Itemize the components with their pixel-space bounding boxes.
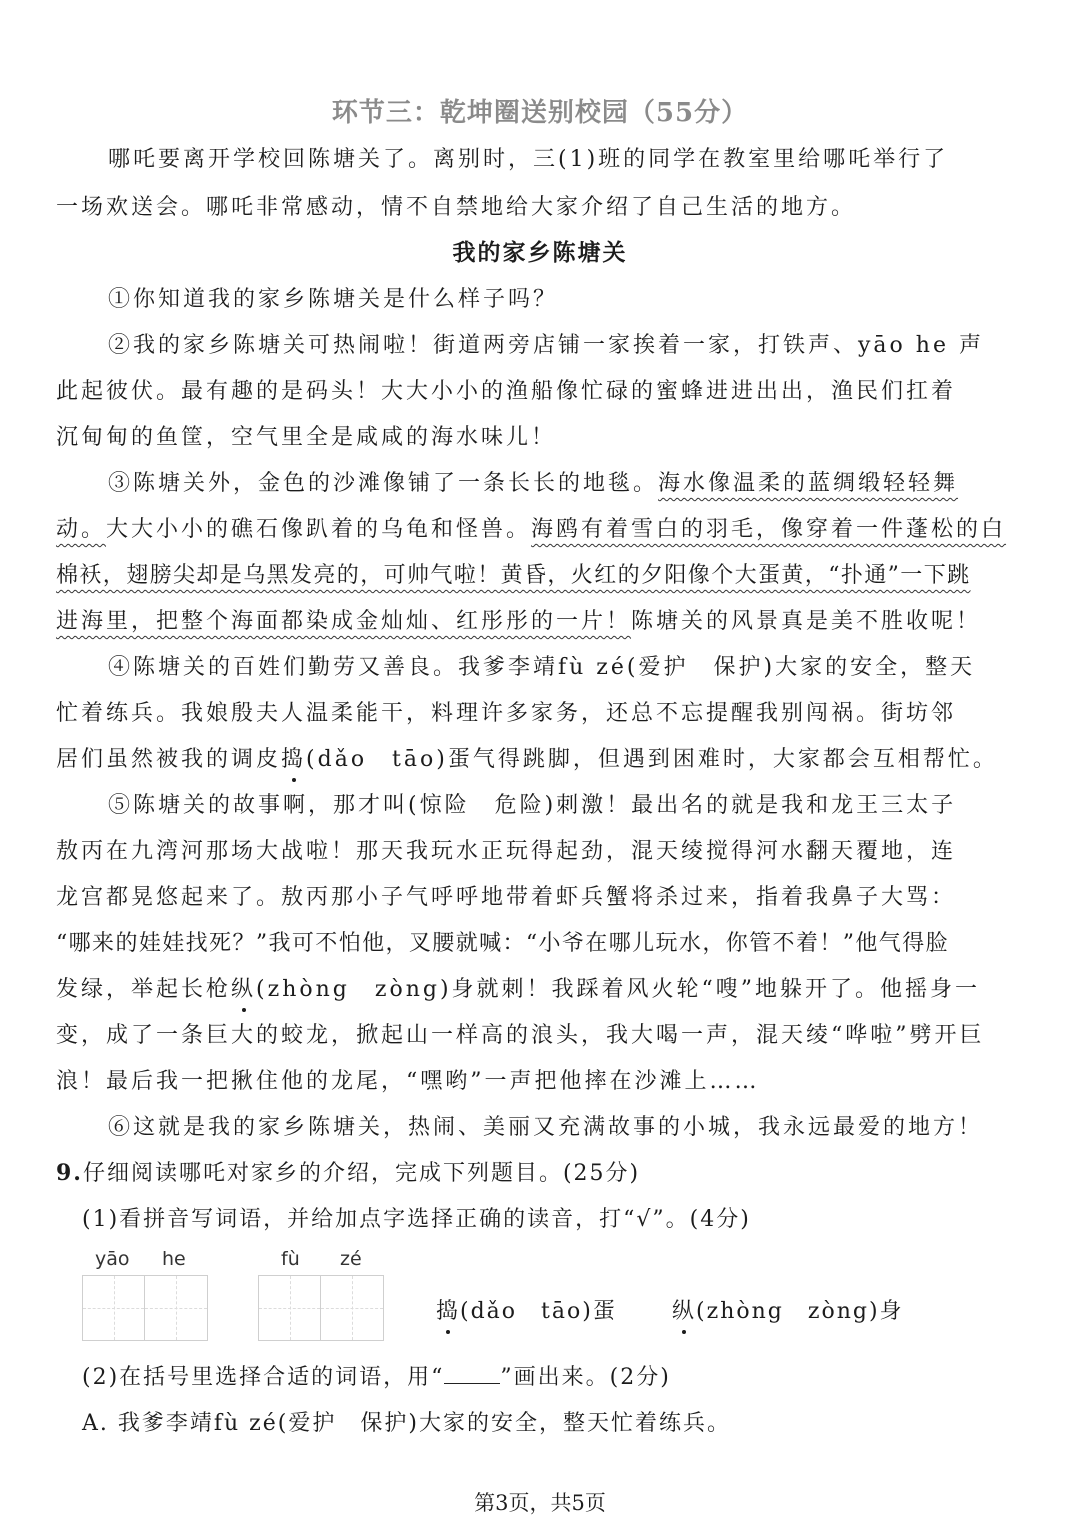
p3-wavy-underline: 进海里，把整个海面都染成金灿灿、红彤彤的一片！	[56, 609, 632, 634]
paragraph-3-line-4	[56, 604, 981, 635]
paragraph-2-line-1: ②我的家乡陈塘关可热闹啦！街道两旁店铺一家挨着一家，打铁声、yāo he 声	[108, 333, 984, 358]
writing-grid-1[interactable]	[82, 1275, 208, 1341]
pinyin-fu: fù	[281, 1248, 300, 1270]
question-number: 9.	[56, 1160, 83, 1186]
paragraph-5-line-6: 变，成了一条巨大的蛟龙，掀起山一样高的浪头，我大喝一声，混天绫“哗啦”劈开巨	[56, 1023, 985, 1048]
p4-text: 居们虽然被我的调皮	[56, 747, 282, 772]
p5-text: (zhòng zòng)身就刺！我踩着风火轮“嗖”地躲开了。他摇身一	[256, 977, 981, 1002]
pinyin-yao: yāo	[95, 1248, 130, 1270]
sub-question-1: (1)看拼音写词语，并给加点字选择正确的读音，打“√”。(4分)	[82, 1207, 751, 1232]
paragraph-5-line-5	[56, 972, 980, 1003]
dotted-char-zong: 纵	[231, 977, 257, 1002]
pinyin-ze: zé	[340, 1248, 362, 1270]
paragraph-5-line-7: 浪！最后我一把揪住他的龙尾，“嘿哟”一声把他摔在沙滩上……	[56, 1069, 760, 1094]
intro-line-1: 哪吒要离开学校回陈塘关了。离别时，三(1)班的同学在教室里给哪吒举行了	[108, 147, 949, 172]
option-text: (dǎo tāo)蛋	[460, 1299, 617, 1324]
p3-wavy-underline: 海水像温柔的蓝绸缎轻轻舞	[658, 471, 959, 496]
paragraph-1: ①你知道我的家乡陈塘关是什么样子吗？	[108, 287, 559, 312]
sub-question-text: (2)在括号里选择合适的词语，用“	[82, 1365, 445, 1390]
option-a[interactable]: A. 我爹李靖fù zé(爱护 保护)大家的安全，整天忙着练兵。	[82, 1411, 731, 1436]
sub-question-2	[82, 1360, 671, 1391]
pronunciation-option-2[interactable]	[672, 1294, 904, 1325]
paragraph-6: ⑥这就是我的家乡陈塘关，热闹、美丽又充满故事的小城，我永远最爱的地方！	[108, 1115, 984, 1140]
p3-text: 陈塘关的风景真是美不胜收呢！	[631, 609, 982, 634]
paragraph-4-line-1: ④陈塘关的百姓们勤劳又善良。我爹李靖fù zé(爱护 保护)大家的安全，整天	[108, 655, 976, 680]
dotted-char-zong: 纵	[672, 1299, 697, 1324]
article-title: 我的家乡陈塘关	[452, 239, 628, 266]
pinyin-he: he	[162, 1248, 186, 1270]
paragraph-5-line-4: “哪来的娃娃找死？”我可不怕他，叉腰就喊：“小爷在哪儿玩水，你管不着！”他气得脸	[56, 931, 949, 956]
sub-question-text: ”画出来。(2分)	[500, 1365, 671, 1390]
option-text: (zhòng zòng)身	[696, 1299, 904, 1324]
paragraph-3-line-2	[56, 512, 1006, 543]
p3-wavy-underline: 棉袄，翅膀尖却是乌黑发亮的，可帅气啦！黄昏，火红的夕阳像个大蛋黄，“扑通”一下跳	[56, 563, 971, 588]
paragraph-4-line-3	[56, 742, 998, 773]
writing-cell[interactable]	[259, 1276, 321, 1340]
writing-cell[interactable]	[83, 1276, 145, 1340]
paragraph-2-line-3: 沉甸甸的鱼筐，空气里全是咸咸的海水味儿！	[56, 425, 557, 450]
p3-wavy-underline: 动。	[56, 517, 107, 542]
writing-cell[interactable]	[321, 1276, 383, 1340]
paragraph-3-line-3	[56, 558, 971, 589]
underline-sample	[444, 1365, 500, 1384]
section-title: 环节三：乾坤圈送别校园（55分）	[331, 98, 749, 128]
page-number: 第3页，共5页	[474, 1491, 606, 1515]
paragraph-2-line-2: 此起彼伏。最有趣的是码头！大大小小的渔船像忙碌的蜜蜂进进出出，渔民们扛着	[56, 379, 957, 404]
p3-text: 大大小小的礁石像趴着的乌龟和怪兽。	[106, 517, 532, 542]
question-text: 仔细阅读哪吒对家乡的介绍，完成下列题目。(25分)	[82, 1161, 641, 1186]
p4-text: (dǎo tāo)蛋气得跳脚，但遇到困难时，大家都会互相帮忙。	[306, 747, 998, 772]
p3-text: ③陈塘关外，金色的沙滩像铺了一条长长的地毯。	[108, 471, 659, 496]
intro-line-2: 一场欢送会。哪吒非常感动，情不自禁地给大家介绍了自己生活的地方。	[56, 195, 857, 220]
writing-grid-2[interactable]	[258, 1275, 384, 1341]
paragraph-4-line-2: 忙着练兵。我娘殷夫人温柔能干，料理许多家务，还总不忘提醒我别闯祸。街坊邻	[56, 701, 957, 726]
paragraph-3-line-1	[108, 466, 958, 497]
dotted-char-dao: 捣	[281, 747, 307, 772]
paragraph-5-line-1: ⑤陈塘关的故事啊，那才叫(惊险 危险)刺激！最出名的就是我和龙王三太子	[108, 793, 957, 818]
question-9	[56, 1156, 640, 1187]
paragraph-5-line-3: 龙宫都晃悠起来了。敖丙那小子气呼呼地带着虾兵蟹将杀过来，指着我鼻子大骂：	[56, 885, 957, 910]
p5-text: 发绿，举起长枪	[56, 977, 232, 1002]
dotted-char-dao: 捣	[436, 1299, 461, 1324]
p3-wavy-underline: 海鸥有着雪白的羽毛，像穿着一件蓬松的白	[531, 517, 1007, 542]
pronunciation-option-1[interactable]	[436, 1294, 617, 1325]
paragraph-5-line-2: 敖丙在九湾河那场大战啦！那天我玩水正玩得起劲，混天绫搅得河水翻天覆地，连	[56, 839, 957, 864]
writing-cell[interactable]	[145, 1276, 207, 1340]
